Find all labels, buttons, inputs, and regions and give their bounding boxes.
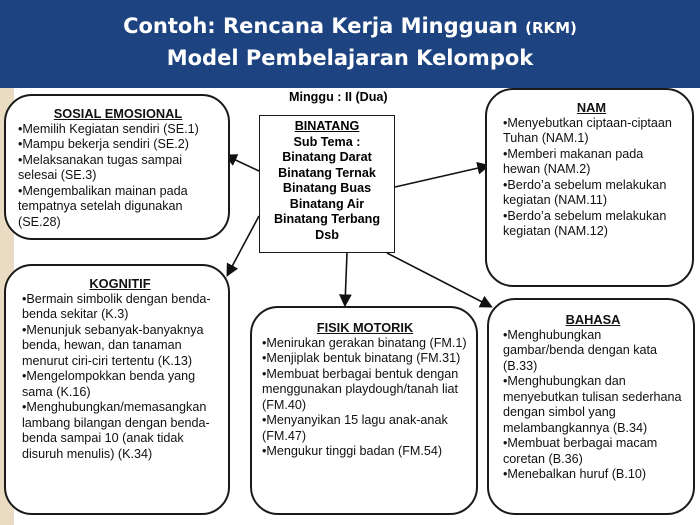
- diagram-area: [0, 88, 700, 525]
- list-item: •Bermain simbolik dengan benda-benda sekitar (K.3): [22, 291, 211, 321]
- fisik-motorik-box: [250, 306, 478, 515]
- sosial-heading: SOSIAL EMOSIONAL: [53, 106, 183, 121]
- list-item: •Membuat berbagai macam coretan (B.36): [503, 436, 658, 466]
- list-item: •Menghubungkan dan menyebutkan tulisan sederhana dengan simbol yang melambangkannya (B.34): [503, 374, 682, 435]
- list-item: •Menirukan gerakan binatang (FM.1): [262, 335, 467, 350]
- sosial-emosional-box: [4, 94, 230, 240]
- subtheme-item: Binatang Ternak: [278, 165, 376, 180]
- fisik-heading: FISIK MOTORIK: [316, 320, 414, 335]
- subtheme-item: Binatang Air: [289, 196, 365, 211]
- kognitif-box: [4, 264, 230, 515]
- subtheme-item: Binatang Darat: [282, 150, 372, 164]
- subtheme-label: Sub Tema :: [293, 134, 361, 149]
- list-item: •Melaksanakan tugas sampai selesai (SE.3): [18, 152, 183, 182]
- list-item: •Menebalkan huruf (B.10): [503, 467, 647, 481]
- arrow-to-bahasa: [387, 253, 490, 306]
- title-line-2: Model Pembelajaran Kelompok: [166, 46, 534, 70]
- list-item: •Membuat berbagai bentuk dengan menggunakan playdough/tanah liat (FM.40): [262, 366, 459, 412]
- list-item: •Mengukur tinggi badan (FM.54): [262, 444, 443, 458]
- list-item: •Menyebutkan ciptaan-ciptaan Tuhan (NAM.1): [503, 115, 672, 145]
- theme-heading: BINATANG: [294, 119, 360, 133]
- kognitif-heading: KOGNITIF: [89, 276, 151, 291]
- title-banner: [0, 0, 700, 88]
- bahasa-box: [487, 298, 695, 515]
- subtheme-item: Binatang Buas: [282, 181, 372, 195]
- subtheme-item: Dsb: [315, 227, 339, 242]
- arrow-to-kognitif: [228, 216, 259, 274]
- list-item: •Menjiplak bentuk binatang (FM.31): [262, 351, 461, 365]
- list-item: •Mengembalikan mainan pada tempatnya setelah digunakan (SE.28): [18, 183, 188, 229]
- arrow-to-nam: [395, 166, 487, 187]
- title-line-1: [0, 14, 700, 38]
- list-item: •Mengelompokkan benda yang sama (K.16): [22, 369, 196, 399]
- title-suffix: (RKM): [525, 19, 577, 37]
- arrow-to-fisik: [345, 253, 347, 304]
- list-item: •Mampu bekerja sendiri (SE.2): [18, 137, 189, 151]
- list-item: •Berdo’a sebelum melakukan kegiatan (NAM.11): [503, 177, 667, 207]
- list-item: •Menghubungkan gambar/benda dengan kata (B.33): [503, 327, 658, 373]
- week-label: Minggu : II (Dua): [289, 90, 388, 104]
- arrow-to-sosial: [227, 156, 259, 171]
- list-item: •Menunjuk sebanyak-banyaknya benda, hewan, dan tanaman menurut ciri-ciri tertentu (K.13): [22, 322, 204, 368]
- list-item: •Berdo’a sebelum melakukan kegiatan (NAM.12): [503, 208, 667, 238]
- list-item: •Menghubungkan/memasangkan lambang bilangan dengan benda-benda sampai 10 (anak tidak disuruh menulis) (K.34): [22, 400, 210, 461]
- subtheme-item: Binatang Terbang: [273, 212, 381, 226]
- nam-box: [485, 88, 694, 287]
- title-main: Contoh: Rencana Kerja Mingguan: [123, 14, 518, 38]
- list-item: •Menyanyikan 15 lagu anak-anak (FM.47): [262, 413, 448, 443]
- list-item: •Memilih Kegiatan sendiri (SE.1): [18, 121, 199, 136]
- nam-heading: NAM: [576, 100, 607, 115]
- list-item: •Memberi makanan pada hewan (NAM.2): [503, 146, 644, 176]
- theme-box: [259, 115, 395, 253]
- bahasa-heading: BAHASA: [565, 312, 621, 327]
